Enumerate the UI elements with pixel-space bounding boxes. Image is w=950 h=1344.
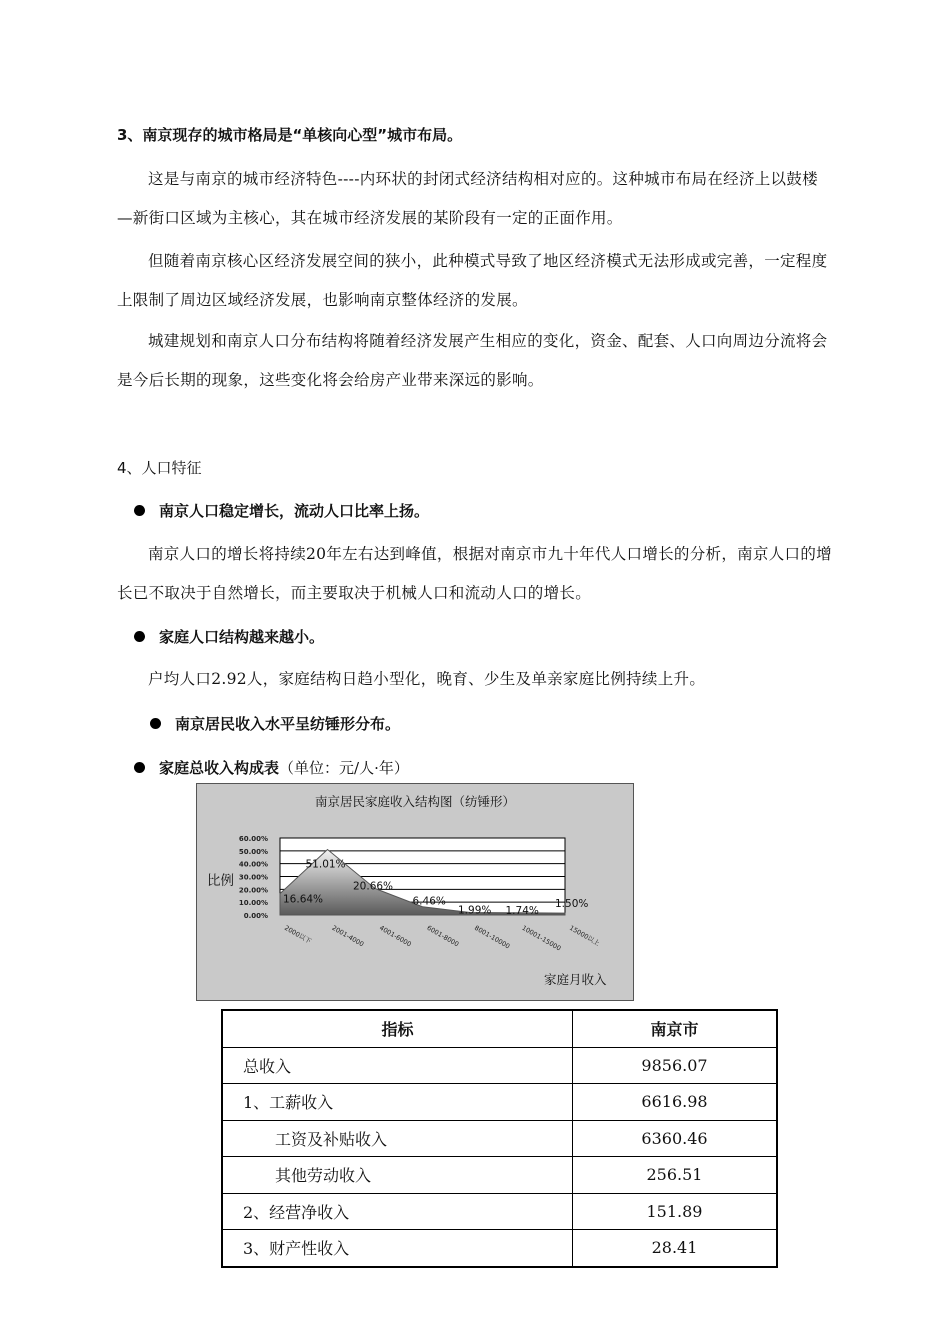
table-row	[222, 1047, 777, 1084]
table-row	[222, 1230, 777, 1267]
bullet-text: 家庭总收入构成表	[159, 759, 280, 777]
table-row	[222, 1157, 777, 1194]
section4-paragraph-1: 南京人口的增长将持续20年左右达到峰值，根据对南京市九十年代人口增长的分析，南京人口的增长已不取决于自然增长，而主要取决于机械人口和流动人口的增长。	[117, 545, 832, 602]
chart-data-label: 1.99%	[458, 904, 492, 917]
bullet-icon	[150, 718, 161, 729]
chart-title: 南京居民家庭收入结构图（纺锤形）	[314, 794, 516, 809]
chart-x-axis-label: 家庭月收入	[544, 972, 607, 987]
section4-paragraph-2: 户均人口2.92人，家庭结构日趋小型化，晚育、少生及单亲家庭比例持续上升。	[148, 670, 706, 688]
table-cell-label: 工资及补贴收入	[222, 1120, 573, 1157]
bullet-income-table	[134, 757, 409, 778]
chart-x-tick-label: 4001-6000	[378, 923, 413, 949]
table-cell-value: 6360.46	[573, 1120, 778, 1157]
chart-y-axis-label: 比例	[207, 873, 234, 889]
chart-x-tick-label: 15000以上	[568, 923, 602, 948]
income-structure-chart	[196, 783, 634, 1001]
chart-data-label: 20.66%	[353, 880, 394, 893]
section3-heading: 3、南京现存的城市格局是“单核向心型”城市布局。	[117, 126, 463, 144]
table-cell-value: 28.41	[573, 1230, 778, 1267]
chart-y-tick-label: 30.00%	[238, 873, 268, 882]
bullet-family-structure	[134, 626, 324, 647]
chart-data-label: 1.50%	[555, 898, 589, 911]
bullet-icon	[134, 631, 145, 642]
table-row	[222, 1120, 777, 1157]
bullet-text: 南京人口稳定增长，流动人口比率上扬。	[159, 502, 430, 520]
table-header-row	[222, 1010, 777, 1047]
chart-data-label: 6.46%	[412, 895, 446, 908]
table-cell-label: 其他劳动收入	[222, 1157, 573, 1194]
chart-y-tick-label: 0.00%	[243, 912, 268, 920]
table-row	[222, 1084, 777, 1121]
bullet-text: 南京居民收入水平呈纺锤形分布。	[175, 715, 401, 733]
bullet-text: 家庭人口结构越来越小。	[159, 628, 325, 646]
section3-paragraph-2: 但随着南京核心区经济发展空间的狭小，此种模式导致了地区经济模式无法形成或完善，一定程度上限制了周边区域经济发展，也影响南京整体经济的发展。	[117, 252, 828, 309]
income-composition-table	[221, 1009, 778, 1268]
table-cell-label: 1、工薪收入	[222, 1084, 573, 1121]
table-cell-label: 3、财产性收入	[222, 1230, 573, 1267]
table-cell-value: 151.89	[573, 1193, 778, 1230]
chart-x-tick-label: 10001-15000	[520, 923, 563, 953]
table-cell-label: 总收入	[222, 1047, 573, 1084]
section3-paragraph-3: 城建规划和南京人口分布结构将随着经济发展产生相应的变化，资金、配套、人口向周边分流将会是今后长期的现象，这些变化将会给房产业带来深远的影响。	[117, 332, 828, 389]
chart-y-tick-label: 40.00%	[238, 860, 268, 869]
table-cell-value: 6616.98	[573, 1084, 778, 1121]
chart-y-tick-label: 10.00%	[238, 899, 268, 908]
table-header-indicator: 指标	[222, 1010, 573, 1047]
chart-x-tick-label: 8001-10000	[473, 923, 512, 951]
chart-data-label: 1.74%	[505, 904, 539, 917]
bullet-unit-text: （单位：元/人·年）	[279, 759, 409, 777]
chart-x-tick-label: 6001-8000	[425, 923, 461, 949]
chart-y-tick-label: 20.00%	[238, 886, 268, 895]
bullet-income-distribution	[150, 713, 400, 734]
table-cell-value: 9856.07	[573, 1047, 778, 1084]
section4-heading: 4、人口特征	[117, 459, 202, 477]
income-chart-svg	[197, 784, 633, 1000]
chart-data-label: 51.01%	[305, 858, 346, 871]
table-header-nanjing: 南京市	[573, 1010, 778, 1047]
table-cell-label: 2、经营净收入	[222, 1193, 573, 1230]
chart-x-tick-label: 2000以下	[283, 923, 313, 946]
bullet-icon	[134, 762, 145, 773]
chart-x-tick-label: 2001-4000	[330, 923, 366, 949]
section3-paragraph-1: 这是与南京的城市经济特色----内环状的封闭式经济结构相对应的。这种城市布局在经济上以鼓楼—新街口区域为主核心，其在城市经济发展的某阶段有一定的正面作用。	[117, 170, 818, 227]
table-cell-value: 256.51	[573, 1157, 778, 1194]
bullet-icon	[134, 505, 145, 516]
bullet-population-growth	[134, 500, 429, 521]
chart-y-tick-label: 50.00%	[238, 847, 268, 856]
chart-data-label: 16.64%	[283, 893, 324, 906]
chart-y-tick-label: 60.00%	[238, 835, 268, 843]
table-row	[222, 1193, 777, 1230]
